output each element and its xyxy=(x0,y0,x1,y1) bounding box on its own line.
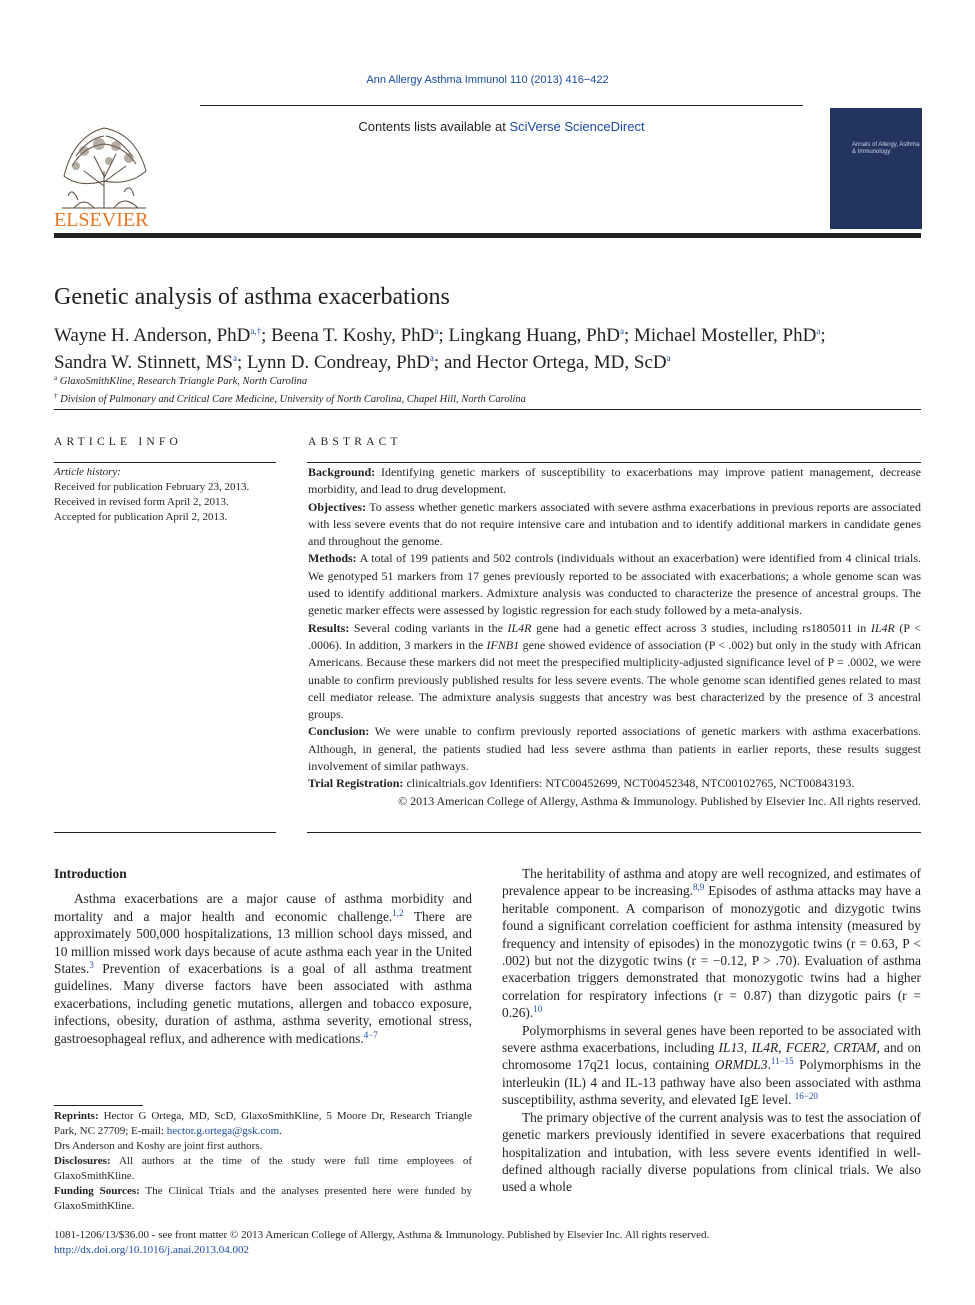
abstract-trial-registration: Trial Registration: clinicaltrials.gov Identifiers: NTC00452699, NCT00452348, NTC00102765, NCT00843193. xyxy=(308,776,855,791)
affiliation-1: $^a$ GlaxoSmithKline, Research Triangle Park, North Carolina xyxy=(54,374,308,387)
intro-paragraph-3: Polymorphisms in several genes have been reported to be associated with severe asthma exacerbations, including IL13, IL4R, FCER2, CRTAM, and on chromosome 17q21 locus, containing ORMDL3.$^{11-15}$ Polymorphisms in the interleukin (IL) 4 and IL-13 pathway have also been associated with asthma susceptibility, asthma severity, and elevated IgE level. $^{16-20}$ xyxy=(502,1022,921,1108)
history-label: Article history: xyxy=(54,466,121,478)
reprints-note: Reprints: Hector G Ortega, MD, ScD, GlaxoSmithKline, 5 Moore Dr, Research Triangle Park, NC 27709; E-mail: hector.g.ortega@gsk.com. xyxy=(54,1110,472,1137)
email-link[interactable]: hector.g.ortega@gsk.com xyxy=(166,1125,280,1137)
header-rule xyxy=(200,105,803,106)
body-column-left xyxy=(54,865,472,1047)
author-separator: ; xyxy=(820,325,826,346)
author-affiliation-mark[interactable]: a xyxy=(232,353,237,363)
intro-paragraph-1: Asthma exacerbations are a major cause of asthma morbidity and mortality and a major health and economic challenge.$^{1,2}$ There are approximately 500,000 hospitalizations, 13 million school days missed, and 10 million missed work days because of acute asthma each year in the United States.$^3$ Prevention of exacerbations is a goal of all asthma treatment guidelines. Many diverse factors have been associated with asthma exacerbations, including genetic mutations, allergen and tobacco exposure, infections, obesity, duration of asthma, asthma severity, emotional stress, gastroesophageal reflux, and adherence with medications.$^{4-7}$ xyxy=(54,891,472,1046)
abstract-rule xyxy=(307,462,921,463)
article-title: Genetic analysis of asthma exacerbations xyxy=(54,284,450,310)
author-affiliation-mark[interactable]: a,† xyxy=(250,326,262,336)
article-info-heading: ARTICLE INFO xyxy=(54,436,182,448)
section-rule xyxy=(54,409,921,410)
cover-title: Annals of Allergy, Asthma & Immunology xyxy=(852,142,920,155)
author-separator: ; xyxy=(236,352,247,373)
citation-link[interactable]: 16−20 xyxy=(794,1091,818,1102)
abstract-bottom-rule xyxy=(307,832,921,833)
elsevier-logo[interactable] xyxy=(54,116,154,230)
revised-date: Received in revised form April 2, 2013. xyxy=(54,496,229,508)
funding-note: Funding Sources: The Clinical Trials and the analyses presented here were funded by GlaxoSmithKline. xyxy=(54,1185,472,1212)
page-footer xyxy=(54,1228,709,1258)
abstract-copyright: © 2013 American College of Allergy, Asthma & Immunology. Published by Elsevier Inc. All rights reserved. xyxy=(398,793,921,808)
abstract-background: Background: Identifying genetic markers of susceptibility to exacerbations may improve patient management, decrease morbidity, and lead to drug development. xyxy=(308,465,921,497)
abstract-conclusion: Conclusion: We were unable to confirm previously reported associations of genetic markers with asthma exacerbations. Although, in general, the patients studied had less severe asthma than patients in earlier reports, these results suggest involvement of similar pathways. xyxy=(308,724,921,774)
affiliations xyxy=(54,371,526,407)
contents-line xyxy=(200,119,803,134)
author-name[interactable]: Beena T. Koshy, PhD xyxy=(271,325,435,346)
author-name[interactable]: Wayne H. Anderson, PhD xyxy=(54,325,251,346)
author-name[interactable]: Sandra W. Stinnett, MS xyxy=(54,352,233,373)
abstract-objectives: Objectives: To assess whether genetic markers associated with severe asthma exacerbations in previous reports are associated with less severe events that do not require intensive care and intubation and to identify additional markers in candidate genes and throughout the genome. xyxy=(308,499,921,549)
author-affiliation-mark[interactable]: a xyxy=(619,326,624,336)
author-separator: ; and xyxy=(433,352,477,373)
footnote-rule xyxy=(54,1105,143,1106)
citation-link[interactable]: 10 xyxy=(533,1004,543,1015)
received-date: Received for publication February 23, 2013. xyxy=(54,481,250,493)
sciencedirect-link[interactable]: SciVerse ScienceDirect xyxy=(509,119,645,134)
citation-link[interactable]: 4−7 xyxy=(363,1029,378,1040)
citation-link[interactable]: 8,9 xyxy=(693,882,705,893)
elsevier-tree-icon xyxy=(54,116,154,230)
contents-prefix: Contents lists available at xyxy=(358,119,510,134)
affiliation-2: † Division of Pulmonary and Critical Care Medicine, University of North Carolina, Chapel Hill, North Carolina xyxy=(54,392,526,405)
author-affiliation-mark[interactable]: a xyxy=(666,353,671,363)
journal-cover[interactable] xyxy=(830,108,922,229)
author-separator: ; xyxy=(623,325,634,346)
author-name[interactable]: Hector Ortega, MD, ScD xyxy=(476,352,667,373)
author-name[interactable]: Lingkang Huang, PhD xyxy=(448,325,620,346)
article-info-rule xyxy=(54,462,276,463)
disclosures-note: Disclosures: All authors at the time of the study were full time employees of GlaxoSmithKline. xyxy=(54,1155,472,1182)
abstract-results: Results: Several coding variants in the IL4R gene had a genetic effect across 3 studies, including rs1805011 in IL4R (P < .0006). In addition, 3 markers in the IFNB1 gene showed evidence of association (P < .002) but only in the study with African Americans. Because these markers did not meet the prespecified multiplicity-adjusted significance level of P = .0002, we were unable to confirm previously published results for less severe events. The whole genome scan identified genes related to mast cell mediator release. The admixture analysis suggests that ancestry was best characterized by the presence of 3 ancestral groups. xyxy=(308,620,922,722)
author-affiliation-mark[interactable]: a xyxy=(434,326,439,336)
intro-paragraph-4: The primary objective of the current analysis was to test the association of genetic markers previously identified in severe exacerbations that required hospitalization and intubation, with less severe events identified in well-defined although racially diverse populations from clinical trials. We also used a whole xyxy=(502,1109,921,1195)
joint-authors-note: Drs Anderson and Koshy are joint first authors. xyxy=(54,1140,263,1152)
author-name[interactable]: Lynn D. Condreay, PhD xyxy=(246,352,430,373)
accepted-date: Accepted for publication April 2, 2013. xyxy=(54,511,228,523)
author-separator: ; xyxy=(261,325,272,346)
abstract-heading: ABSTRACT xyxy=(308,436,402,448)
author-affiliation-mark[interactable]: a xyxy=(429,353,434,363)
abstract-methods: Methods: A total of 199 patients and 502 controls (individuals without an exacerbation) were identified from 4 clinical trials. We genotyped 51 markers from 17 genes previously reported to be associated with exacerbations; a whole genome scan was used to identify additional markers. Admixture analysis was conducted to characterize the presence of ancestral groups. The genetic marker effects were assessed by logistic regression for each study followed by a meta-analysis. xyxy=(308,551,921,618)
issn-line: 1081-1206/13/$36.00 - see front matter © 2013 American College of Allergy, Asthma & Immunology. Published by Elsevier Inc. All rights reserved. xyxy=(54,1229,710,1241)
introduction-heading: Introduction xyxy=(54,866,127,881)
abstract-body xyxy=(308,464,921,810)
article-history xyxy=(54,465,249,525)
header-thick-rule xyxy=(54,233,921,238)
citation-link[interactable]: 3 xyxy=(89,960,94,971)
citation-link[interactable]: 11−15 xyxy=(770,1056,794,1067)
author-list xyxy=(54,320,924,374)
article-info-bottom-rule xyxy=(54,832,276,833)
author-affiliation-mark[interactable]: a xyxy=(816,326,821,336)
journal-reference[interactable]: Ann Allergy Asthma Immunol 110 (2013) 416−422 xyxy=(366,74,609,86)
elsevier-wordmark: ELSEVIER xyxy=(54,209,149,230)
citation-link[interactable]: 1,2 xyxy=(392,907,404,918)
footnotes xyxy=(54,1109,472,1214)
author-separator: ; xyxy=(438,325,449,346)
body-column-right xyxy=(502,865,921,1196)
doi-link[interactable]: http://dx.doi.org/10.1016/j.anai.2013.04.002 xyxy=(54,1244,250,1256)
author-name[interactable]: Michael Mosteller, PhD xyxy=(633,325,817,346)
intro-paragraph-2: The heritability of asthma and atopy are well recognized, and estimates of prevalence appear to be increasing.$^{8,9}$ Episodes of asthma attacks may have a heritable component. A comparison of monozygotic and dizygotic twins found a significant correlation coefficient for asthma intensity (measured by frequency and intensity of episodes) in the monozygotic twins (r = 0.63, P < .002) but not the dizygotic twins (r = −0.12, P > .70). Evaluation of asthma exacerbation triggers demonstrated that monozygotic twins had a higher correlation for respiratory infections (r = 0.87) than dizygotic pairs (r = 0.26).$^{10}$ xyxy=(502,866,922,1021)
